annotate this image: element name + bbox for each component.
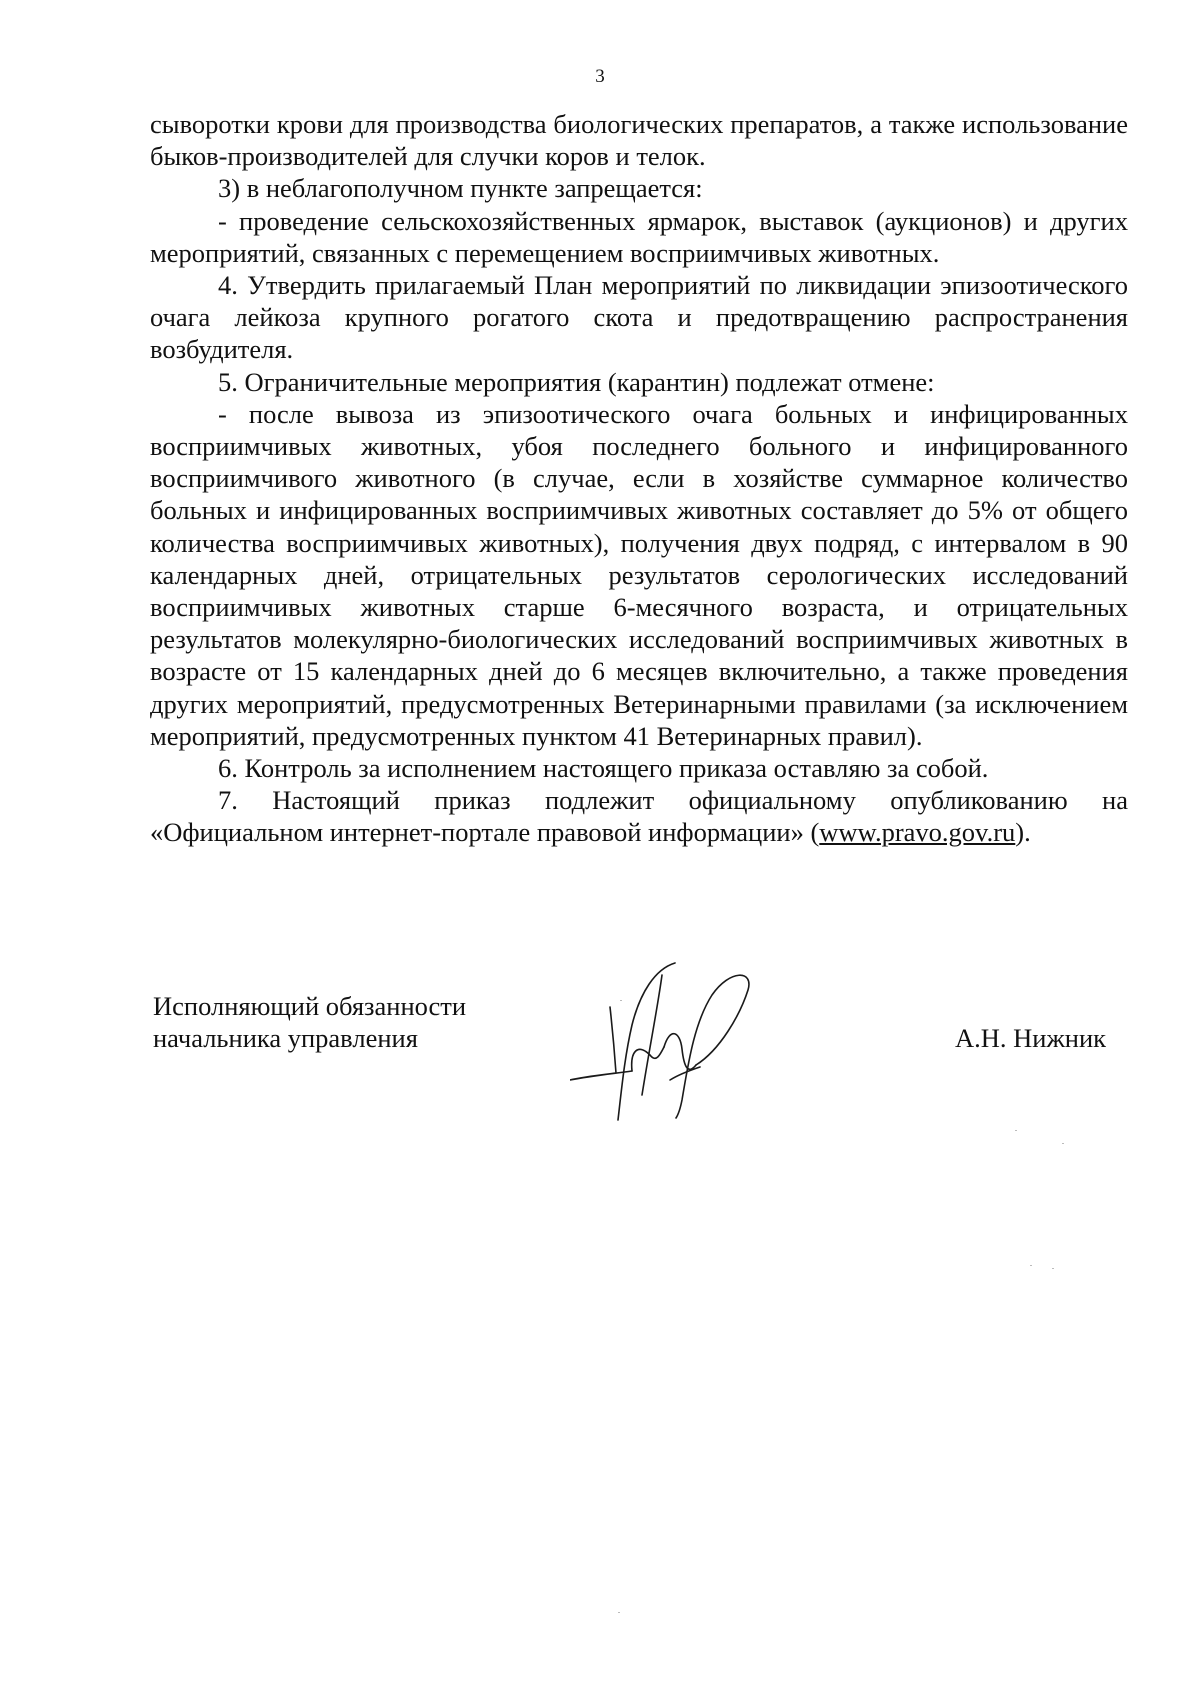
document-body: [150, 108, 1128, 849]
publication-text: 7. Настоящий приказ подлежит официальному опубликованию на «Официальном интернет-портале правовой информации» (: [150, 785, 1128, 848]
signatory-position: [153, 990, 466, 1054]
publication-text-end: ).: [1015, 817, 1031, 848]
paragraph-item-6: 6. Контроль за исполнением настоящего приказа оставляю за собой.: [218, 753, 989, 784]
paragraph-item-4: 4. Утвердить прилагаемый План мероприятий по ликвидации эпизоотического очага лейкоза крупного рогатого скота и предотвращению распространения возбудителя.: [150, 270, 1128, 365]
scan-speck: [1052, 1268, 1054, 1269]
paragraph-serum-continuation: сыворотки крови для производства биологических препаратов, а также использование быков-производителей для случки коров и телок.: [150, 109, 1128, 172]
scan-speck: [1030, 1265, 1032, 1266]
paragraph-item-5: 5. Ограничительные мероприятия (карантин) подлежат отмене:: [218, 366, 935, 397]
signatory-name: А.Н. Нижник: [955, 1023, 1107, 1053]
pravo-link[interactable]: www.pravo.gov.ru: [819, 817, 1016, 848]
scan-speck: [1015, 1130, 1017, 1131]
handwritten-signature: [570, 955, 800, 1125]
page-number: 3: [595, 66, 605, 87]
paragraph-quarantine-conditions: - после вывоза из эпизоотического очага больных и инфицированных восприимчивых животных, убоя последнего больного и инфицированного восприимчивого животного (в случае, если в хозяйстве суммарное количество больных и инфицированных восприимчивых животных составляет до 5% от общего количества восприимчивых животных), получения двух подряд, с интервалом в 90 календарных дней, отрицательных результатов серологических исследований восприимчивых животных старше 6-месячного возраста, и отрицательных результатов молекулярно-биологических исследований восприимчивых животных в возрасте от 15 календарных дней до 6 месяцев включительно, а также проведения других мероприятий, предусмотренных Ветеринарными правилами (за исключением мероприятий, предусмотренных пунктом 41 Ветеринарных правил).: [150, 398, 1128, 751]
scan-speck: [1062, 1143, 1064, 1144]
paragraph-item-3: 3) в неблагополучном пункте запрещается:: [218, 173, 703, 204]
scan-speck: [620, 1000, 622, 1001]
position-line-1: Исполняющий обязанности: [153, 991, 467, 1021]
paragraph-prohibition-fairs: - проведение сельскохозяйственных ярмарок, выставок (аукционов) и других мероприятий, связанных с перемещением восприимчивых животных.: [150, 205, 1128, 268]
position-line-2: начальника управления: [153, 1023, 418, 1054]
paragraph-item-7: [150, 784, 1128, 848]
scan-speck: [618, 1612, 620, 1613]
